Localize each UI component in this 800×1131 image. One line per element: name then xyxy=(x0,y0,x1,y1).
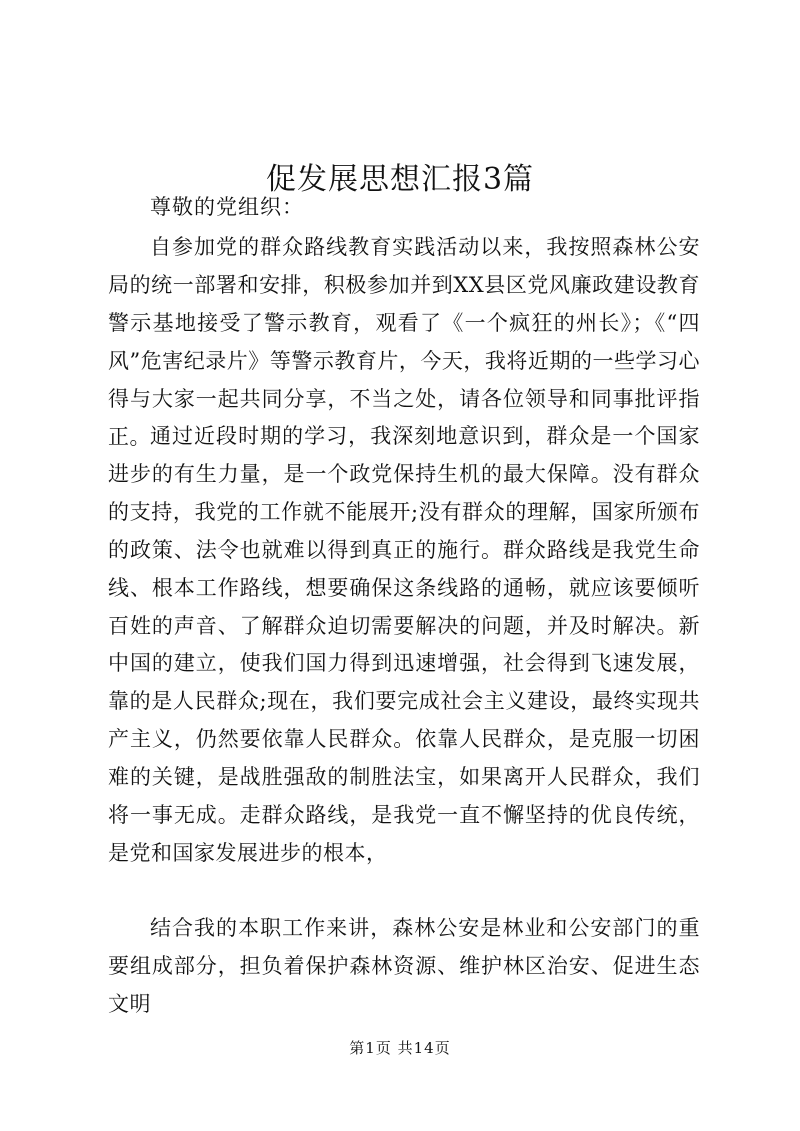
document-title: 促发展思想汇报3篇 xyxy=(265,162,535,198)
paragraph-1: 自参加党的群众路线教育实践活动以来，我按照森林公安局的统一部署和安排，积极参加并到XX县区党风廉政建设教育警示基地接受了警示教育，观看了《一个疯狂的州长》；《“四风”危害纪录片》等警示教育片，今天，我将近期的一些学习心得与大家一起共同分享，不当之处，请各位领导和同事批评指正。 xyxy=(108,235,700,449)
paragraph-2: 通过近段时期的学习，我深刻地意识到，群众是一个国家进步的有生力量，是一个政党保持生机的最大保障。没有群众的支持，我党的工作就不能展开;没有群众的理解，国家所颁布的政策、法令也就难以得到真正的施行。群众路线是我党生命线、根本工作路线，想要确保这条线路的通畅，就应该要倾听百姓的声音、了解群众迫切需要解决的问题，并及时解决。新中国的建立，使我们国力得到迅速增强，社会得到飞速发展，靠的是人民群众;现在，我们要完成社会主义建设，最终实现共产主义，仍然要依靠人民群众。依靠人民群众，是克服一切困难的关键，是战胜强敌的制胜法宝，如果离开人民群众，我们将一事无成。走群众路线，是我党一直不懈坚持的优良传统，是党和国家发展进步的根本， xyxy=(108,424,700,865)
page-footer: 第1页 共14页 xyxy=(349,1039,451,1057)
salutation: 尊敬的党组织： xyxy=(150,195,304,219)
paragraph-3: 结合我的本职工作来讲，森林公安是林业和公安部门的重要组成部分，担负着保护森林资源、维护林区治安、促进生态文明 xyxy=(108,916,700,1016)
